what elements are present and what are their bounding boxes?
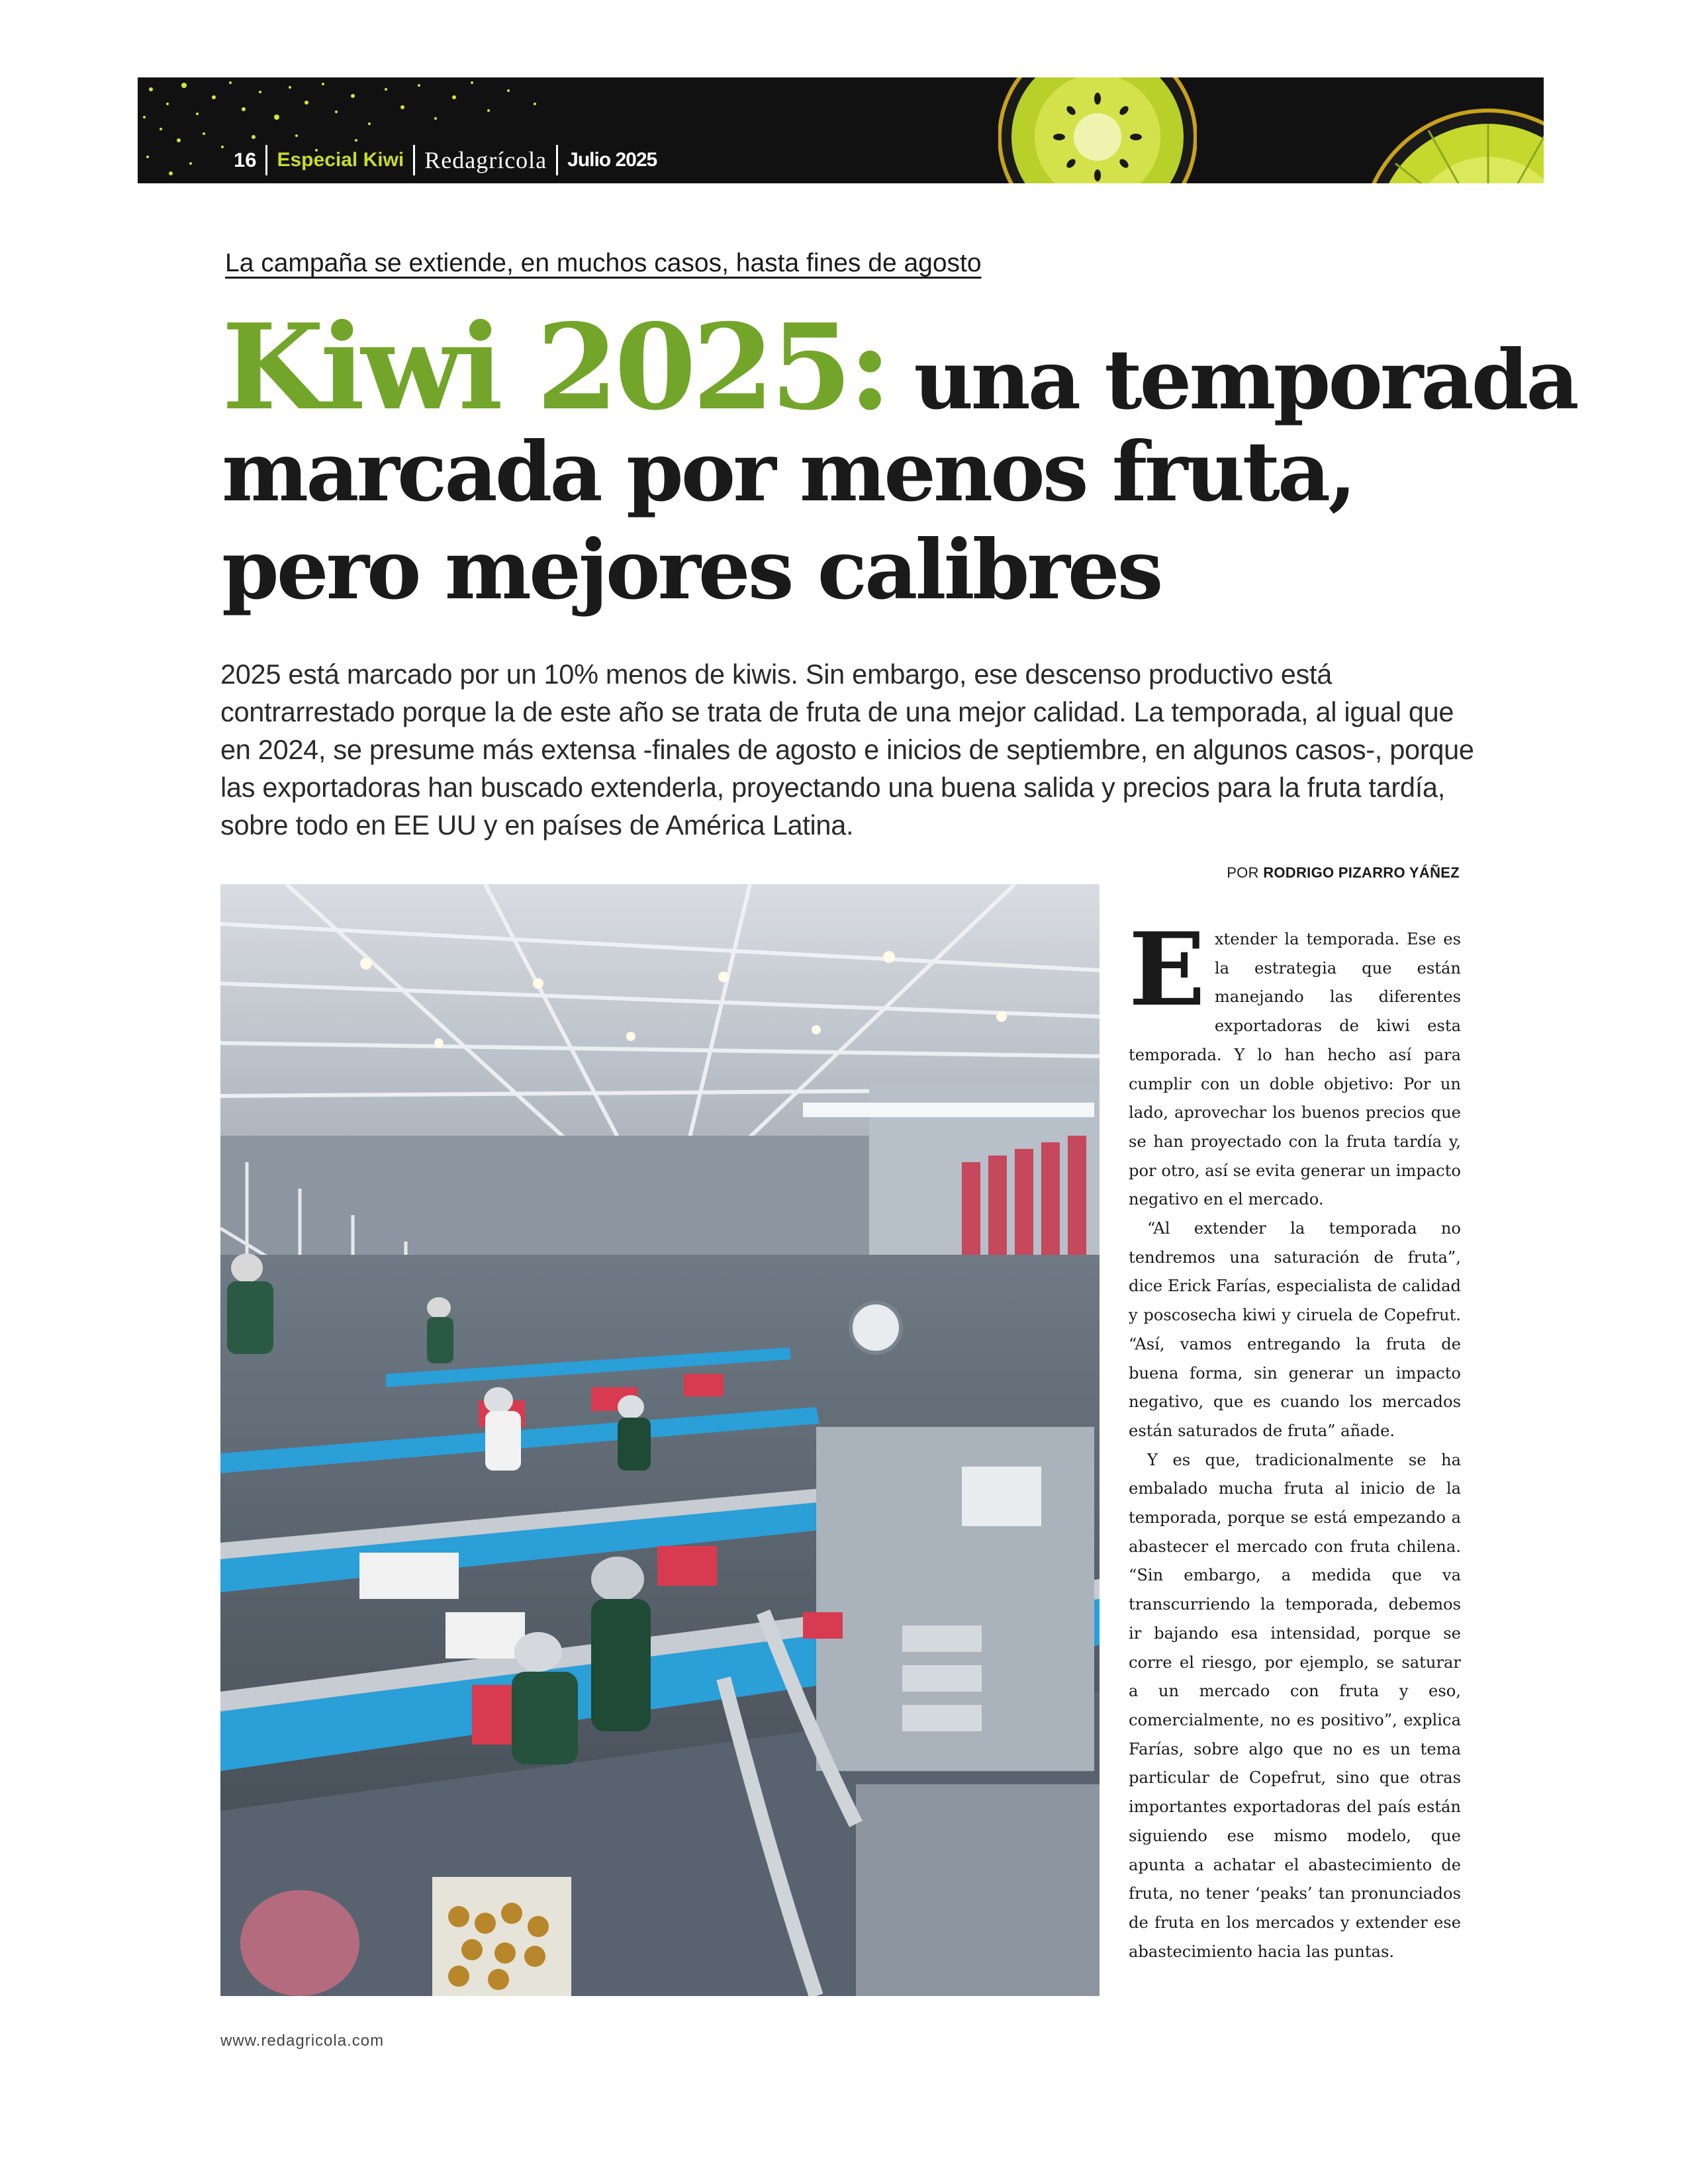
- article-kicker: La campaña se extiende, en muchos casos, hasta fines de agosto: [225, 249, 982, 277]
- headline-line-1: [222, 298, 1577, 436]
- header-band: [138, 77, 1544, 183]
- byline-author: RODRIGO PIZARRO YÁÑEZ: [1263, 864, 1460, 881]
- byline-prefix: POR: [1227, 864, 1259, 881]
- kiwi-slice-illustration: [998, 77, 1197, 183]
- footer-url: www.redagricola.com: [220, 2032, 385, 2050]
- body-paragraph-1: [1129, 910, 1461, 1214]
- header-meta: [234, 144, 657, 177]
- headline-line-1-rest: una temporada: [888, 332, 1577, 428]
- header-separator: [413, 145, 415, 175]
- article-deck: 2025 está marcado por un 10% menos de kiwis. Sin embargo, ese descenso productivo está contrarrestado porque la de este año se trata de fruta de una mejor calidad. La temporada, al igual que en 2024, se presume más extensa -finales de agosto e inicios de septiembre, en algunos casos-, porque las exportadoras han buscado extenderla, proyectando una buena salida y precios para la fruta tardía, sobre todo en EE UU y en países de América Latina.: [220, 659, 1474, 841]
- page-number: 16: [234, 148, 257, 171]
- headline-line-2: marcada por menos fruta,: [222, 424, 1354, 520]
- brand-name: Redagrícola: [424, 147, 547, 173]
- headline-highlight: Kiwi 2025:: [222, 298, 888, 436]
- packing-plant-illustration: [220, 884, 1100, 1996]
- article-body: [1129, 910, 1461, 1966]
- byline: [1227, 864, 1460, 882]
- issue-date: Julio 2025: [567, 149, 657, 171]
- article-headline: [222, 298, 1577, 619]
- section-tag: Especial Kiwi: [277, 149, 404, 171]
- header-separator: [265, 145, 267, 175]
- body-paragraph-1-text: xtender la temporada. Ese es la estrategia que están manejando las diferentes exportadoras de kiwi esta temporada. Y lo han hecho así para cumplir con un doble objetivo: Por un lado, aprovechar los buenos precios que se han proyectado con la fruta tardía y, por otro, así se evita generar un impacto negativo en el mercado.: [1129, 930, 1461, 1209]
- headline-line-3: pero mejores calibres: [222, 522, 1161, 618]
- drop-cap: E: [1129, 910, 1205, 1028]
- kiwi-slice-illustration-2: [1356, 104, 1544, 183]
- header-separator: [556, 145, 558, 175]
- packing-plant-photo: [220, 884, 1100, 1996]
- body-paragraph-2: “Al extender la temporada no tendremos una saturación de fruta”, dice Erick Farías, especialista de calidad y poscosecha kiwi y ciruela de Copefrut. “Así, vamos entregando la fruta de buena forma, sin generar un impacto negativo, que es cuando los mercados están saturados de fruta” añade.: [1129, 1219, 1461, 1440]
- body-paragraph-3: Y es que, tradicionalmente se ha embalado mucha fruta al inicio de la temporada, porque se está empezando a abastecer el mercado con fruta chilena. “Sin embargo, a medida que va transcurriendo la temporada, debemos ir bajando esa intensidad, porque se corre el riesgo, por ejemplo, se saturar a un mercado con fruta y eso, comercialmente, no es positivo”, explica Farías, sobre algo que no es un tema particular de Copefrut, sino que otras importantes exportadoras del país están siguiendo ese mismo modelo, que apunta a achatar el abastecimiento de fruta, no tener ‘peaks’ tan pronunciados de fruta en los mercados y extender ese abastecimiento hacia las puntas.: [1129, 1450, 1461, 1961]
